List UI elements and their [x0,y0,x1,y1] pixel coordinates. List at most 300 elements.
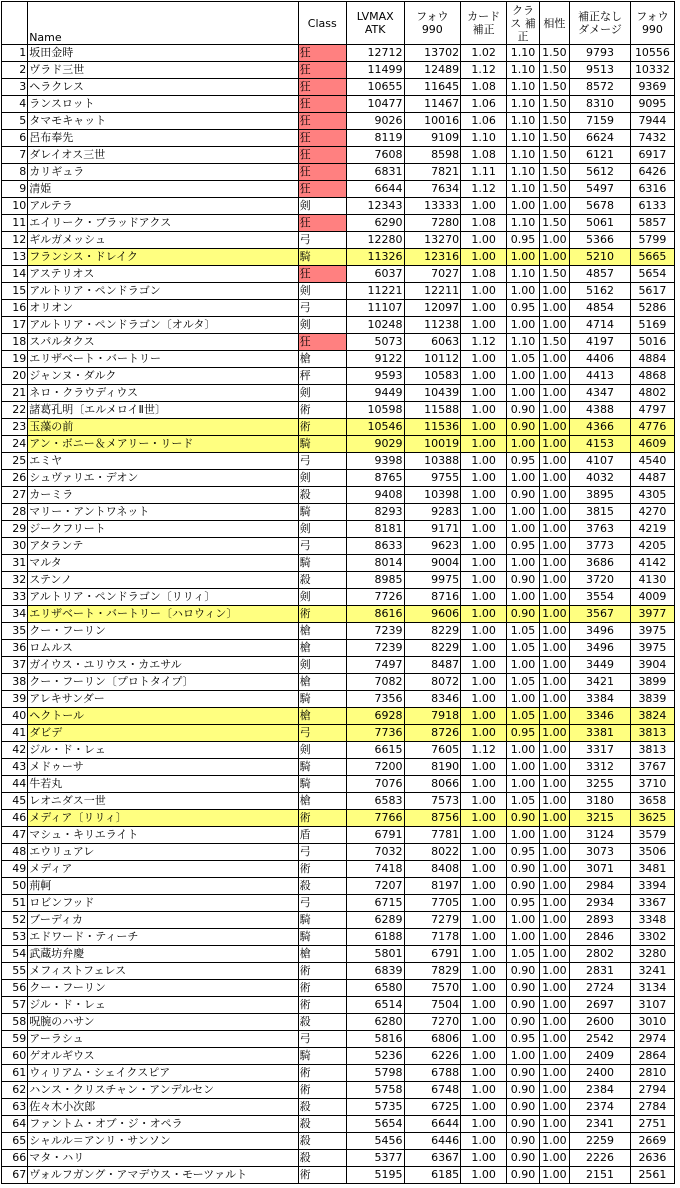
servant-name: 坂田金時 [28,45,298,62]
raw-damage-cell: 2934 [570,895,631,912]
class-mod-cell: 0.90 [507,1099,539,1116]
table-row [2,538,675,555]
fou-atk-cell: 9283 [404,504,461,521]
lvmax-atk-cell: 6644 [346,181,404,198]
raw-damage-cell: 3773 [570,538,631,555]
fou-atk-cell: 10439 [404,385,461,402]
fou-atk-cell: 11645 [404,79,461,96]
servant-name: ハンス・クリスチャン・アンデルセン [28,1082,298,1099]
lvmax-atk-cell: 6290 [346,215,404,232]
class-mod-cell: 1.10 [507,164,539,181]
raw-damage-cell: 4107 [570,453,631,470]
raw-damage-cell: 4413 [570,368,631,385]
fou-damage-cell: 3481 [630,861,674,878]
servant-name: オリオン [28,300,298,317]
card-mod-cell: 1.00 [461,419,507,436]
class-mod-cell: 1.10 [507,79,539,96]
servant-name: ステンノ [28,572,298,589]
row-index: 42 [2,742,28,759]
card-mod-cell: 1.00 [461,1099,507,1116]
row-index: 47 [2,827,28,844]
row-index: 19 [2,351,28,368]
raw-damage-cell: 9793 [570,45,631,62]
table-row [2,266,675,283]
fou-damage-cell: 4205 [630,538,674,555]
class-cell: 術 [298,810,346,827]
fou-atk-cell: 7918 [404,708,461,725]
lvmax-atk-cell: 7736 [346,725,404,742]
affinity-cell: 1.00 [539,674,569,691]
table-row [2,1082,675,1099]
servant-name: ガイウス・ユリウス・カエサル [28,657,298,674]
row-index: 51 [2,895,28,912]
table-row [2,1099,675,1116]
class-mod-cell: 0.90 [507,980,539,997]
fou-damage-cell: 5665 [630,249,674,266]
class-cell: 殺 [298,572,346,589]
class-cell: 弓 [298,895,346,912]
table-row [2,45,675,62]
raw-damage-cell: 7159 [570,113,631,130]
table-row [2,691,675,708]
fou-atk-cell: 9109 [404,130,461,147]
class-mod-cell: 0.90 [507,861,539,878]
table-row [2,436,675,453]
table-row [2,725,675,742]
lvmax-atk-cell: 11107 [346,300,404,317]
lvmax-atk-cell: 9029 [346,436,404,453]
card-mod-cell: 1.12 [461,181,507,198]
class-cell: 騎 [298,249,346,266]
affinity-cell: 1.00 [539,759,569,776]
table-row [2,589,675,606]
card-mod-cell: 1.00 [461,249,507,266]
lvmax-atk-cell: 8119 [346,130,404,147]
table-row [2,181,675,198]
class-mod-cell: 0.95 [507,1031,539,1048]
row-index: 59 [2,1031,28,1048]
class-cell: 弓 [298,232,346,249]
servant-name: アルテラ [28,198,298,215]
fou-atk-cell: 8726 [404,725,461,742]
card-mod-cell: 1.00 [461,623,507,640]
card-mod-cell: 1.00 [461,997,507,1014]
fou-atk-cell: 6791 [404,946,461,963]
fou-atk-cell: 8229 [404,640,461,657]
raw-damage-cell: 3381 [570,725,631,742]
fou-atk-cell: 8197 [404,878,461,895]
lvmax-atk-cell: 12280 [346,232,404,249]
table-row [2,963,675,980]
affinity-cell: 1.50 [539,62,569,79]
class-cell: 弓 [298,453,346,470]
affinity-cell: 1.00 [539,589,569,606]
lvmax-atk-cell: 7497 [346,657,404,674]
class-cell: 騎 [298,691,346,708]
row-index: 67 [2,1167,28,1184]
fou-atk-cell: 8408 [404,861,461,878]
row-index: 57 [2,997,28,1014]
servant-name: ロビンフッド [28,895,298,912]
affinity-cell: 1.00 [539,606,569,623]
class-mod-cell: 1.00 [507,1048,539,1065]
fou-atk-cell: 9171 [404,521,461,538]
card-mod-cell: 1.00 [461,674,507,691]
fou-damage-cell: 3977 [630,606,674,623]
lvmax-atk-cell: 8181 [346,521,404,538]
raw-damage-cell: 6624 [570,130,631,147]
raw-damage-cell: 3895 [570,487,631,504]
lvmax-atk-cell: 6791 [346,827,404,844]
fou-damage-cell: 2784 [630,1099,674,1116]
row-index: 63 [2,1099,28,1116]
servant-name: アルトリア・ペンドラゴン〔オルタ〕 [28,317,298,334]
table-row [2,793,675,810]
fou-damage-cell: 3367 [630,895,674,912]
fou-atk-cell: 10398 [404,487,461,504]
class-mod-cell: 1.00 [507,555,539,572]
table-row [2,351,675,368]
lvmax-atk-cell: 6928 [346,708,404,725]
fou-damage-cell: 5169 [630,317,674,334]
servant-name: ゲオルギウス [28,1048,298,1065]
table-row [2,232,675,249]
fou-atk-cell: 11588 [404,402,461,419]
fou-damage-cell: 7432 [630,130,674,147]
header-affinity: 相性 [539,2,569,45]
raw-damage-cell: 9513 [570,62,631,79]
class-mod-cell: 1.10 [507,215,539,232]
table-row [2,980,675,997]
fou-damage-cell: 5016 [630,334,674,351]
fou-damage-cell: 3975 [630,623,674,640]
card-mod-cell: 1.00 [461,844,507,861]
class-cell: 狂 [298,79,346,96]
table-row [2,1150,675,1167]
raw-damage-cell: 2802 [570,946,631,963]
affinity-cell: 1.00 [539,895,569,912]
lvmax-atk-cell: 7076 [346,776,404,793]
affinity-cell: 1.50 [539,181,569,198]
fou-damage-cell: 3824 [630,708,674,725]
card-mod-cell: 1.00 [461,232,507,249]
class-cell: 狂 [298,181,346,198]
servant-name: クー・フーリン [28,623,298,640]
fou-atk-cell: 8756 [404,810,461,827]
class-mod-cell: 1.00 [507,827,539,844]
raw-damage-cell: 5497 [570,181,631,198]
table-row [2,283,675,300]
raw-damage-cell: 3763 [570,521,631,538]
table-row [2,79,675,96]
servant-name: タマモキャット [28,113,298,130]
fou-atk-cell: 8346 [404,691,461,708]
card-mod-cell: 1.00 [461,589,507,606]
class-mod-cell: 1.10 [507,96,539,113]
card-mod-cell: 1.06 [461,96,507,113]
lvmax-atk-cell: 9122 [346,351,404,368]
fou-atk-cell: 8487 [404,657,461,674]
row-index: 50 [2,878,28,895]
lvmax-atk-cell: 9408 [346,487,404,504]
affinity-cell: 1.00 [539,793,569,810]
table-row [2,453,675,470]
class-mod-cell: 1.00 [507,504,539,521]
table-row [2,300,675,317]
table-row [2,878,675,895]
fou-damage-cell: 3904 [630,657,674,674]
table-body [2,45,675,1184]
lvmax-atk-cell: 9026 [346,113,404,130]
class-cell: 弓 [298,725,346,742]
affinity-cell: 1.00 [539,283,569,300]
raw-damage-cell: 3421 [570,674,631,691]
affinity-cell: 1.00 [539,963,569,980]
fou-damage-cell: 6316 [630,181,674,198]
raw-damage-cell: 2984 [570,878,631,895]
table-row [2,810,675,827]
lvmax-atk-cell: 8293 [346,504,404,521]
raw-damage-cell: 2226 [570,1150,631,1167]
raw-damage-cell: 2831 [570,963,631,980]
fou-damage-cell: 7944 [630,113,674,130]
card-mod-cell: 1.00 [461,436,507,453]
table-row [2,1048,675,1065]
class-cell: 殺 [298,1099,346,1116]
lvmax-atk-cell: 11326 [346,249,404,266]
table-row [2,147,675,164]
affinity-cell: 1.00 [539,453,569,470]
card-mod-cell: 1.00 [461,776,507,793]
class-cell: 盾 [298,827,346,844]
raw-damage-cell: 2724 [570,980,631,997]
card-mod-cell: 1.00 [461,657,507,674]
card-mod-cell: 1.00 [461,946,507,963]
affinity-cell: 1.00 [539,538,569,555]
class-mod-cell: 0.95 [507,844,539,861]
raw-damage-cell: 8572 [570,79,631,96]
fou-damage-cell: 2810 [630,1065,674,1082]
fou-atk-cell: 9606 [404,606,461,623]
lvmax-atk-cell: 6188 [346,929,404,946]
fou-atk-cell: 7781 [404,827,461,844]
servant-name: アステリオス [28,266,298,283]
table-row [2,62,675,79]
affinity-cell: 1.00 [539,504,569,521]
servant-name: クー・フーリン [28,980,298,997]
fou-damage-cell: 5799 [630,232,674,249]
raw-damage-cell: 4854 [570,300,631,317]
raw-damage-cell: 3346 [570,708,631,725]
raw-damage-cell: 4347 [570,385,631,402]
servant-name: 玉藻の前 [28,419,298,436]
lvmax-atk-cell: 6289 [346,912,404,929]
lvmax-atk-cell: 10477 [346,96,404,113]
lvmax-atk-cell: 5798 [346,1065,404,1082]
fou-damage-cell: 3975 [630,640,674,657]
servant-name: 荊軻 [28,878,298,895]
table-row [2,249,675,266]
row-index: 54 [2,946,28,963]
class-cell: 剣 [298,317,346,334]
class-cell: 騎 [298,555,346,572]
servant-name: メディア [28,861,298,878]
servant-name: ダビデ [28,725,298,742]
servant-name: 武蔵坊弁慶 [28,946,298,963]
card-mod-cell: 1.12 [461,334,507,351]
row-index: 4 [2,96,28,113]
fou-damage-cell: 2974 [630,1031,674,1048]
fou-damage-cell: 3899 [630,674,674,691]
fou-damage-cell: 4130 [630,572,674,589]
class-mod-cell: 1.10 [507,62,539,79]
card-mod-cell: 1.08 [461,266,507,283]
table-row [2,164,675,181]
affinity-cell: 1.00 [539,385,569,402]
lvmax-atk-cell: 8633 [346,538,404,555]
lvmax-atk-cell: 5816 [346,1031,404,1048]
raw-damage-cell: 3815 [570,504,631,521]
lvmax-atk-cell: 9398 [346,453,404,470]
fou-atk-cell: 9623 [404,538,461,555]
card-mod-cell: 1.12 [461,62,507,79]
table-row [2,113,675,130]
class-mod-cell: 0.95 [507,300,539,317]
header-lvmax-atk: LVMAX ATK [346,2,404,45]
fou-atk-cell: 10016 [404,113,461,130]
card-mod-cell: 1.00 [461,708,507,725]
raw-damage-cell: 3720 [570,572,631,589]
class-mod-cell: 1.00 [507,249,539,266]
class-cell: 騎 [298,912,346,929]
servant-name: 諸葛孔明〔エルメロイⅡ世〕 [28,402,298,419]
servant-name: エリザベート・バートリー〔ハロウィン〕 [28,606,298,623]
table-row [2,929,675,946]
raw-damage-cell: 2409 [570,1048,631,1065]
class-mod-cell: 1.05 [507,946,539,963]
servant-name: ウィリアム・シェイクスピア [28,1065,298,1082]
raw-damage-cell: 5366 [570,232,631,249]
class-cell: 騎 [298,436,346,453]
fou-atk-cell: 12211 [404,283,461,300]
fou-damage-cell: 4487 [630,470,674,487]
servant-name: ジル・ド・レェ [28,997,298,1014]
row-index: 36 [2,640,28,657]
raw-damage-cell: 2400 [570,1065,631,1082]
fou-damage-cell: 2636 [630,1150,674,1167]
fou-damage-cell: 9095 [630,96,674,113]
affinity-cell: 1.00 [539,657,569,674]
table-row [2,555,675,572]
raw-damage-cell: 3215 [570,810,631,827]
card-mod-cell: 1.00 [461,1082,507,1099]
lvmax-atk-cell: 7356 [346,691,404,708]
card-mod-cell: 1.00 [461,538,507,555]
lvmax-atk-cell: 6839 [346,963,404,980]
affinity-cell: 1.50 [539,215,569,232]
class-cell: 狂 [298,113,346,130]
servant-name: アルトリア・ペンドラゴン〔リリィ〕 [28,589,298,606]
raw-damage-cell: 3686 [570,555,631,572]
card-mod-cell: 1.11 [461,164,507,181]
class-mod-cell: 1.00 [507,283,539,300]
fou-atk-cell: 7570 [404,980,461,997]
servant-name: ジャンヌ・ダルク [28,368,298,385]
fou-damage-cell: 3280 [630,946,674,963]
fou-atk-cell: 11467 [404,96,461,113]
row-index: 33 [2,589,28,606]
card-mod-cell: 1.06 [461,113,507,130]
card-mod-cell: 1.00 [461,895,507,912]
raw-damage-cell: 2259 [570,1133,631,1150]
lvmax-atk-cell: 7726 [346,589,404,606]
affinity-cell: 1.00 [539,300,569,317]
card-mod-cell: 1.00 [461,810,507,827]
lvmax-atk-cell: 9593 [346,368,404,385]
fou-atk-cell: 7605 [404,742,461,759]
lvmax-atk-cell: 6715 [346,895,404,912]
card-mod-cell: 1.00 [461,793,507,810]
fou-atk-cell: 6806 [404,1031,461,1048]
class-cell: 槍 [298,674,346,691]
class-cell: 殺 [298,487,346,504]
class-cell: 狂 [298,147,346,164]
fou-atk-cell: 13333 [404,198,461,215]
card-mod-cell: 1.00 [461,929,507,946]
fou-atk-cell: 8229 [404,623,461,640]
class-cell: 狂 [298,334,346,351]
table-row [2,946,675,963]
fou-damage-cell: 3348 [630,912,674,929]
servant-name: メドゥーサ [28,759,298,776]
row-index: 9 [2,181,28,198]
row-index: 22 [2,402,28,419]
class-cell: 術 [298,402,346,419]
servant-name: ヴラド三世 [28,62,298,79]
table-row [2,1014,675,1031]
servant-name: マタ・ハリ [28,1150,298,1167]
fou-atk-cell: 8598 [404,147,461,164]
row-index: 31 [2,555,28,572]
raw-damage-cell: 8310 [570,96,631,113]
servant-name: エイリーク・ブラッドアクス [28,215,298,232]
card-mod-cell: 1.00 [461,504,507,521]
lvmax-atk-cell: 7766 [346,810,404,827]
card-mod-cell: 1.00 [461,1031,507,1048]
class-mod-cell: 1.00 [507,385,539,402]
class-mod-cell: 0.90 [507,606,539,623]
class-cell: 狂 [298,215,346,232]
fou-atk-cell: 11536 [404,419,461,436]
fou-damage-cell: 4884 [630,351,674,368]
class-cell: 殺 [298,1116,346,1133]
affinity-cell: 1.00 [539,436,569,453]
table-row [2,487,675,504]
servant-name: メディア〔リリィ〕 [28,810,298,827]
row-index: 35 [2,623,28,640]
fou-damage-cell: 4009 [630,589,674,606]
row-index: 16 [2,300,28,317]
servant-name: ファントム・オブ・ジ・オペラ [28,1116,298,1133]
raw-damage-cell: 2697 [570,997,631,1014]
fou-damage-cell: 4802 [630,385,674,402]
row-index: 15 [2,283,28,300]
fou-damage-cell: 6426 [630,164,674,181]
table-row [2,402,675,419]
affinity-cell: 1.00 [539,1014,569,1031]
lvmax-atk-cell: 8014 [346,555,404,572]
raw-damage-cell: 4197 [570,334,631,351]
